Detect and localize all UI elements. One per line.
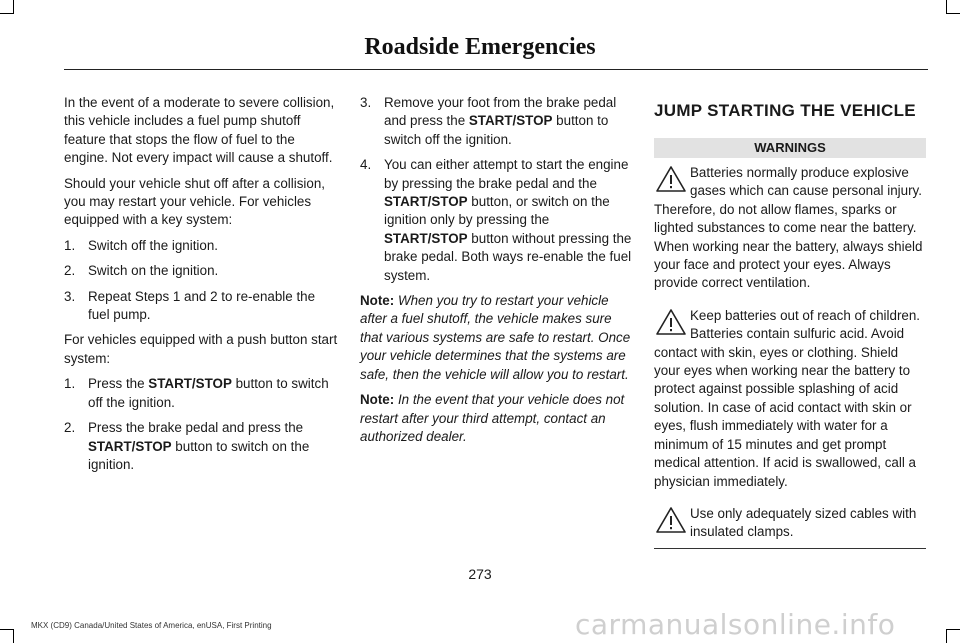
list-item [64,237,338,255]
warnings-heading: WARNINGS [654,138,926,158]
header-divider [64,69,928,70]
warning-triangle-icon [654,164,688,194]
list-item [64,262,338,280]
warning-text: Batteries normally produce explosive gases which can cause personal injury. Therefore, do not allow flames, sparks or lighted substances to come near the battery. When working near the battery, always shield your face and protect your eyes. Always provide correct ventilation. [654,165,923,291]
watermark: carmanualsonline.info [575,608,896,641]
list-number: 2. [64,420,76,436]
list-number: 1. [64,237,76,253]
text-run: button, or switch on the ignition only by pressing the [384,194,610,228]
text-run: button to switch on the ignition. [88,438,310,472]
list-text [384,156,632,285]
note-text: In the event that your vehicle does not restart after your third attempt, contact an authorized dealer. [360,392,625,444]
warning-item [654,164,926,293]
note-label: Note: [360,293,395,309]
list-item [360,94,632,149]
paragraph: For vehicles equipped with a push button start system: [64,332,338,366]
list-number: 3. [64,288,76,304]
list-text: Repeat Steps 1 and 2 to re-enable the fuel pump. [88,288,316,323]
text-run: button to switch off the ignition. [88,376,329,410]
text-run: Press the [88,376,149,392]
crop-mark [13,630,14,643]
column-left [64,94,338,481]
button-name: START/STOP [468,113,553,129]
warning-triangle-icon [654,307,688,337]
warnings-end-rule [654,548,926,549]
text-run: You can either attempt to start the engine by pressing the brake pedal and the [384,157,629,191]
list-text [384,94,632,149]
crop-mark [13,0,14,14]
list-number: 2. [64,263,76,279]
printing-info: MKX (CD9) Canada/United States of America, enUSA, First Printing [31,621,272,630]
list-item [64,419,338,474]
list-item [360,156,632,285]
list-text: Switch off the ignition. [88,237,219,253]
note-text: When you try to restart your vehicle after a fuel shutoff, the vehicle makes sure that various systems are safe to restart. Once your vehicle determines that the systems are safe, then the vehicle will allow you to restart. [360,293,631,382]
button-name: START/STOP [88,438,172,454]
crop-mark [946,0,947,14]
button-name: START/STOP [384,194,468,210]
list-item [64,375,338,412]
list-number: 3. [360,95,372,110]
warning-text: Use only adequately sized cables with insulated clamps. [690,505,917,540]
note [360,391,632,446]
page-number: 273 [468,566,492,582]
paragraph: In the event of a moderate to severe collision, this vehicle includes a fuel pump shutoff feature that stops the flow of fuel to the engine. Not every impact will cause a shutoff. [64,95,335,166]
button-name: START/STOP [384,230,468,246]
text-run: button to switch off the ignition. [384,113,609,147]
warning-item [654,307,926,491]
text-run: button without pressing the brake pedal. Both ways re-enable the fuel system. [384,230,632,283]
list-text [88,375,338,412]
list-number: 4. [360,157,372,173]
list-text: Switch on the ignition. [88,263,219,279]
list-text [88,419,338,474]
warning-triangle-icon [654,505,688,535]
warning-text: Keep batteries out of reach of children. Batteries contain sulfuric acid. Avoid contact with skin, eyes or clothing. Shield your eyes when working near the battery to protect against possible splashing of acid solution. In case of acid contact with skin or eyes, flush immediately with water for a minimum of 15 minutes and get prompt medical attention. If acid is swallowed, call a physician immediately. [654,307,921,489]
crop-mark [0,13,14,14]
page-title: Roadside Emergencies [364,34,596,60]
note [360,292,632,384]
text-run: Press the brake pedal and press the [88,420,304,436]
text-run: Remove your foot from the brake pedal and press the [384,95,617,129]
button-name: START/STOP [148,376,232,392]
warning-item [654,505,926,542]
paragraph: Should your vehicle shut off after a collision, you may restart your vehicle. For vehicles equipped with a key system: [64,175,326,228]
list-item [64,288,338,325]
column-right [654,94,926,549]
crop-mark [946,630,947,643]
note-label: Note: [360,392,395,408]
list-number: 1. [64,376,76,392]
crop-mark [0,629,14,630]
crop-mark [946,629,960,630]
column-middle [360,94,632,453]
section-heading: JUMP STARTING THE VEHICLE [654,101,916,120]
crop-mark [946,13,960,14]
